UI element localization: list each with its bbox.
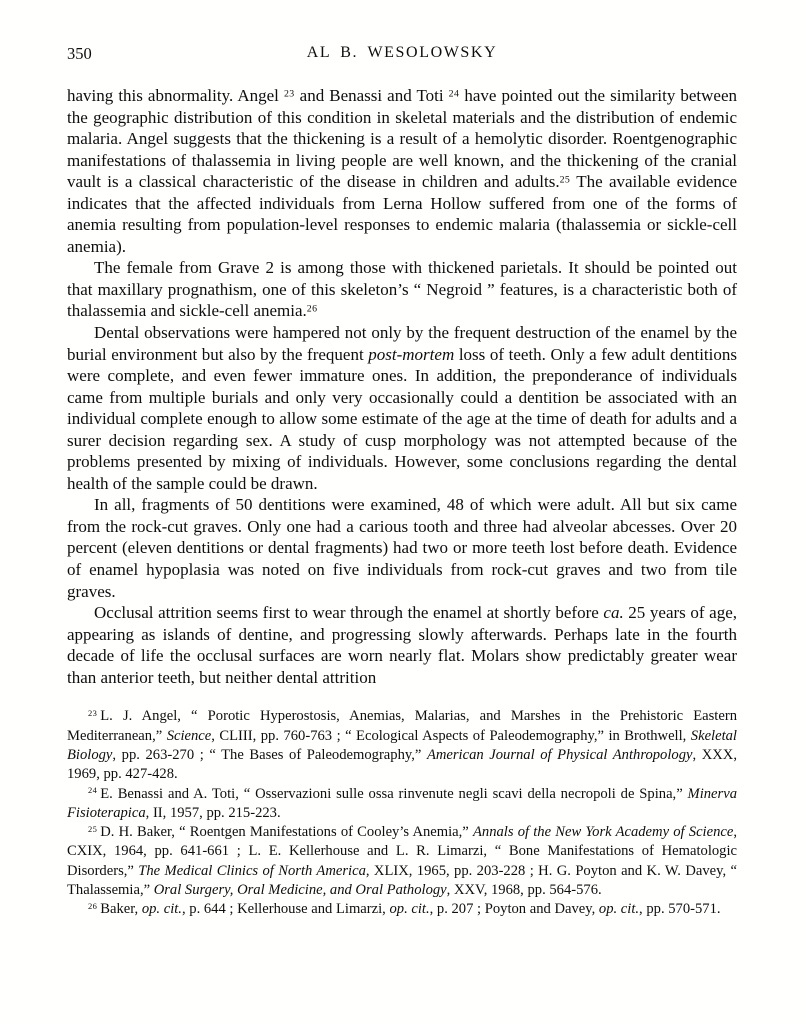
text-segment: Annals of the New York Academy of Science	[472, 824, 734, 841]
text-segment: Science	[166, 727, 212, 744]
footnote-marker: 24	[88, 785, 98, 796]
text-segment: Oral Surgery, Oral Medicine, and Oral Pathology	[153, 881, 447, 898]
footnote-26	[67, 900, 737, 919]
text-segment: , II, 1957, pp. 215-223.	[145, 804, 281, 821]
text-segment: loss of teeth. Only a few adult dentitions were complete, and even fewer immature ones. In addition, the preponderance of individuals came from multiple burials and only very occasionally could a dentition be associated with an individual complete enough to allow some estimate of the age at the time of death for adults and a surer decision regarding sex. A study of cusp morphology was not attempted because of the problems presented by mixing of individuals. However, some conclusions regarding the dental health of the sample could be drawn.	[67, 344, 737, 493]
footnote-reference: 26	[306, 303, 318, 315]
footnote-marker: 25	[88, 824, 98, 835]
text-segment: E. Benassi and A. Toti, “ Osservazioni sulle ossa rinvenute negli scavi della necropoli de Spina,”	[100, 785, 688, 802]
running-head-title: AL B. WESOLOWSKY	[306, 44, 498, 61]
text-segment: op. cit.	[389, 901, 430, 918]
footnote-marker: 23	[88, 708, 98, 719]
text-segment: , p. 644 ; Kellerhouse and Limarzi,	[181, 901, 390, 918]
paragraph	[67, 85, 737, 257]
footnotes	[67, 707, 737, 919]
text-segment: Minerva Fisioterapica	[67, 785, 737, 821]
text-segment: having this abnormality. Angel	[67, 86, 284, 105]
text-segment: , p. 207 ; Poyton and Davey,	[429, 901, 599, 918]
footnote-marker: 26	[88, 901, 98, 912]
footnote-reference: 25	[559, 174, 571, 186]
footnote-24	[67, 785, 737, 824]
text-segment: , pp. 263-270 ; “ The Bases of Paleodemography,”	[112, 746, 427, 763]
text-segment: , CLIII, pp. 760-763 ; “ Ecological Aspects of Paleodemography,” in Brothwell,	[211, 727, 691, 744]
paragraph	[67, 257, 737, 322]
text-segment: op. cit.	[141, 901, 182, 918]
text-segment: 25 years of age, appearing as islands of dentine, and progressing slowly afterwards. Perhaps late in the fourth decade of life the occlusal surfaces are worn nearly flat. Molars show predictably greater wear than anterior teeth, but neither dental attrition	[67, 603, 737, 687]
paragraph	[67, 602, 737, 688]
text-segment: The female from Grave 2 is among those with thickened parietals. It should be pointed out that maxillary prognathism, one of this skeleton’s “ Negroid ” features, is a characteristic both of thalassemia and sickle-cell anemia.	[67, 258, 737, 321]
text-segment: Baker,	[100, 901, 142, 918]
text-segment: Skeletal Biology	[67, 727, 737, 763]
footnote-reference: 24	[448, 88, 460, 100]
text-segment: Dental observations were hampered not only by the frequent destruction of the enamel by the burial environment but also by the frequent	[67, 323, 737, 364]
text-segment: ca.	[603, 603, 624, 623]
footnote-25	[67, 823, 737, 900]
running-header	[67, 44, 737, 66]
text-segment: The Medical Clinics of North America	[138, 862, 366, 879]
text-segment: op. cit.	[598, 901, 640, 918]
text-segment: L. J. Angel, “ Porotic Hyperostosis, Anemias, Malarias, and Marshes in the Prehistoric Eastern Mediterranean,”	[67, 708, 737, 744]
body-paragraphs	[67, 85, 737, 688]
paragraph	[67, 494, 737, 602]
text-segment: American Journal of Physical Anthropology	[426, 746, 693, 763]
text-segment: , pp. 570-571.	[639, 901, 721, 918]
text-segment: In all, fragments of 50 dentitions were examined, 48 of which were adult. All but six came from the rock-cut graves. Only one had a carious tooth and three had alveolar abcesses. Over 20 percent (eleven dentitions or dental fragments) had two or more teeth lost before death. Evidence of enamel hypoplasia was noted on five individuals from rock-cut graves and two from tile graves.	[67, 495, 737, 601]
text-segment: Occlusal attrition seems first to wear through the enamel at shortly before	[94, 603, 604, 623]
text-segment: D. H. Baker, “ Roentgen Manifestations of Cooley’s Anemia,”	[100, 824, 473, 841]
text-segment: , CXIX, 1964, pp. 641-661 ; L. E. Kellerhouse and L. R. Limarzi, “ Bone Manifestations of Hematologic Disorders,”	[67, 824, 737, 879]
text-segment: post-mortem	[368, 344, 455, 364]
text-segment: The available evidence indicates that the affected individuals from Lerna Hollow suffered from one of the forms of anemia resulting from population-level responses to endemic malaria (thalassemia or sickle-cell anemia).	[67, 172, 737, 256]
page-number: 350	[67, 44, 92, 63]
text-segment: and Benassi and Toti	[294, 86, 449, 105]
text-segment: , XXX, 1969, pp. 427-428.	[67, 746, 737, 783]
footnote-reference: 23	[283, 88, 295, 100]
text-segment: , XLIX, 1965, pp. 203-228 ; H. G. Poyton and K. W. Davey, “ Thalassemia,”	[67, 862, 737, 898]
paragraph	[67, 322, 737, 494]
footnote-23	[67, 707, 737, 784]
text-segment: have pointed out the similarity between the geographic distribution of this condition in skeletal materials and the distribution of endemic malaria. Angel suggests that the thickening is a result of a hemolytic disorder. Roentgenographic manifestations of thalassemia in living people are well known, and the thickening of the cranial vault is a classical characteristic of the disease in children and adults.	[67, 86, 738, 192]
text-segment: , XXV, 1968, pp. 564-576.	[446, 881, 602, 898]
